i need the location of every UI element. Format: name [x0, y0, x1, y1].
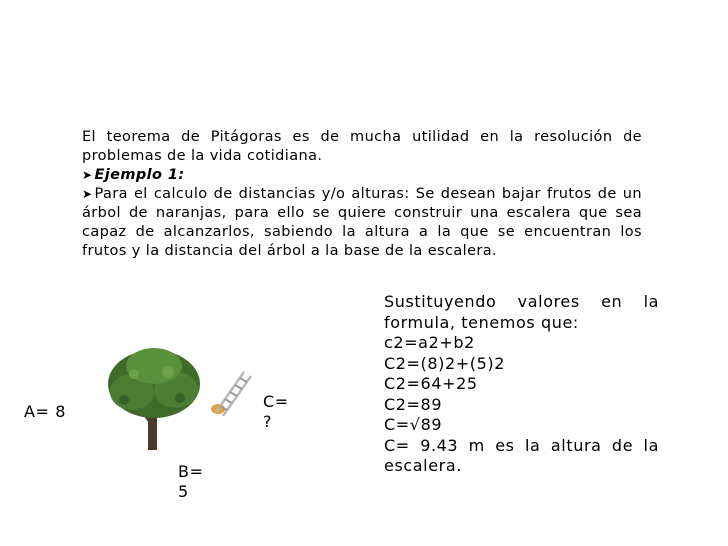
label-b: B= 5: [178, 462, 204, 501]
sum-line: C2=64+25: [384, 374, 478, 393]
orange-tree-image: [104, 344, 204, 454]
result-line: C2=89: [384, 394, 443, 414]
problem-text: Para el calculo de distancias y/o alturas: Se desean bajar frutos de un árbol de naranjas, para ello se quiere construir una escalera que sea capaz de alcanzarlos, sabiendo la altura a la que se encuentran los frutos y la distancia del árbol a la base de la escalera.: [82, 186, 642, 259]
intro-text-block: [82, 128, 642, 261]
problem-statement: [82, 185, 642, 261]
formula-line: c2=a2+b2: [384, 333, 475, 352]
example-heading: [82, 166, 642, 185]
solution-intro-rest: formula, tenemos que:: [384, 312, 579, 332]
intro-paragraph: El teorema de Pitágoras es de mucha utilidad en la resolución de problemas de la vida cotidiana.: [82, 129, 642, 164]
square-root-line: C=√89: [384, 415, 443, 434]
ladder-image: [208, 368, 258, 420]
solution-block: [384, 292, 659, 477]
example-title: Ejemplo 1:: [94, 167, 185, 183]
label-c: C= ?: [263, 392, 289, 431]
substitution-line: C2=(8)2+(5)2: [384, 353, 506, 373]
arrow-bullet-icon: ➤: [82, 187, 93, 201]
label-a: A= 8: [24, 402, 67, 421]
solution-intro-line: Sustituyendo valores en la: [384, 292, 660, 311]
arrow-bullet-icon: ➤: [82, 168, 93, 182]
conclusion-text: C= 9.43 m es la altura de la escalera.: [384, 435, 659, 475]
